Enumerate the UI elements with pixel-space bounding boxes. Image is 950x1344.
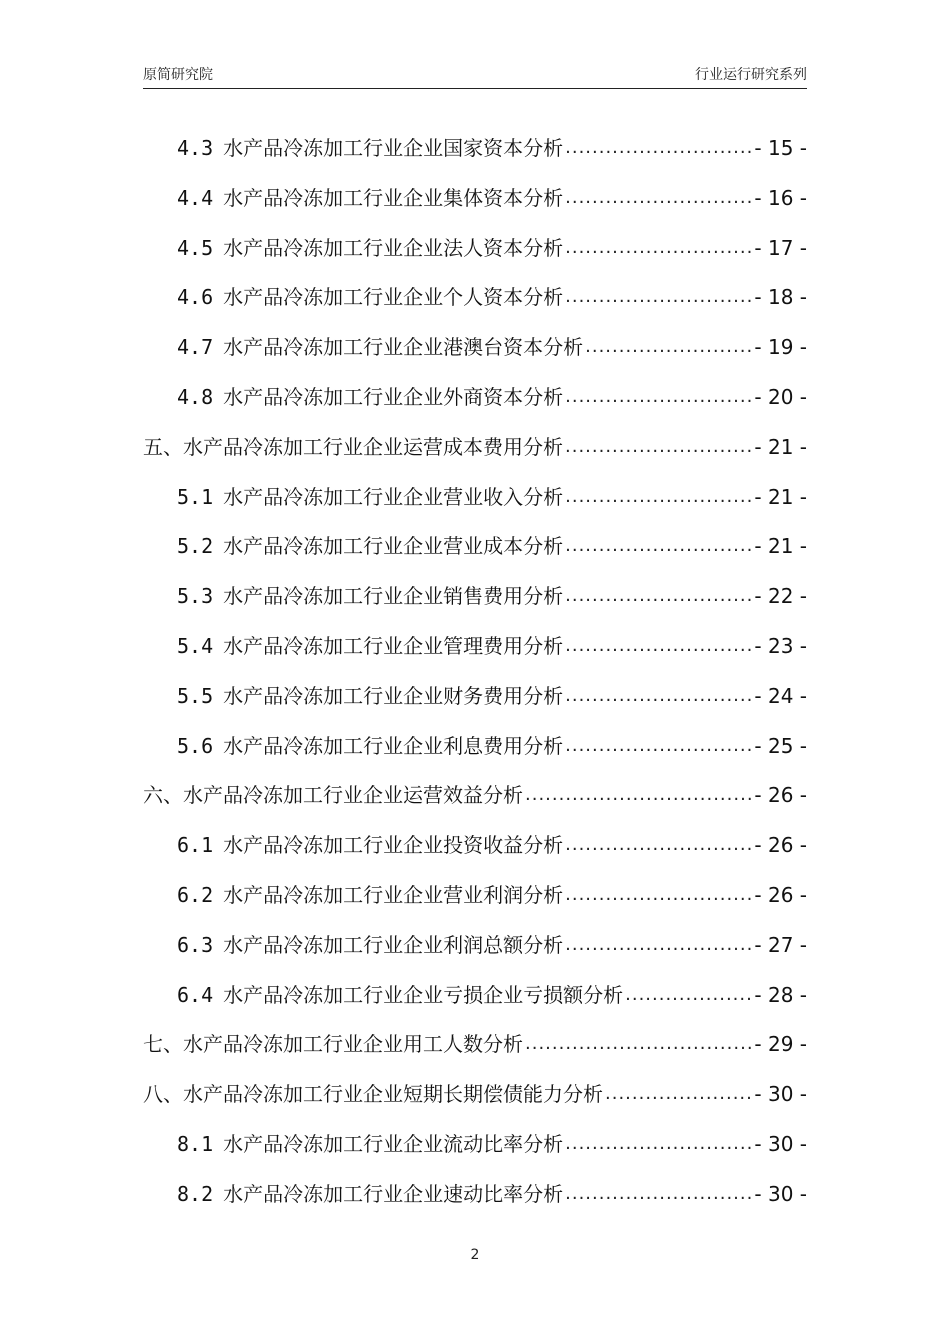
toc-entry-title: 水产品冷冻加工行业企业利润总额分析	[223, 932, 564, 957]
toc-dot-leader	[565, 682, 752, 710]
toc-entry-title: 水产品冷冻加工行业企业个人资本分析	[223, 285, 564, 310]
toc-entry-title: 八、水产品冷冻加工行业企业短期长期偿债能力分析	[143, 1082, 603, 1107]
toc-entry[interactable]	[177, 877, 807, 909]
toc-entry-page: - 30 -	[754, 1082, 807, 1107]
toc-dot-leader	[565, 184, 752, 212]
toc-dot-leader	[625, 981, 752, 1009]
toc-entry[interactable]	[177, 977, 807, 1009]
toc-entry[interactable]	[177, 180, 807, 212]
toc-entry[interactable]	[177, 1176, 807, 1208]
toc-entry-page: - 23 -	[754, 634, 807, 658]
toc-entry[interactable]	[177, 728, 807, 760]
toc-entry-number: 5.5	[177, 683, 214, 708]
toc-entry-number: 4.5	[177, 235, 214, 260]
toc-dot-leader	[565, 1180, 752, 1208]
toc-entry-title: 五、水产品冷冻加工行业企业运营成本费用分析	[143, 434, 563, 459]
toc-entry[interactable]	[177, 528, 807, 560]
toc-entry-title: 水产品冷冻加工行业企业营业收入分析	[223, 484, 564, 509]
toc-entry-number: 4.7	[177, 335, 214, 360]
toc-dot-leader	[565, 383, 752, 411]
toc-entry-title: 水产品冷冻加工行业企业国家资本分析	[223, 136, 564, 160]
toc-entry-number: 5.4	[177, 634, 214, 658]
toc-entry-title: 水产品冷冻加工行业企业营业成本分析	[223, 534, 564, 559]
toc-entry-title: 水产品冷冻加工行业企业法人资本分析	[223, 235, 564, 260]
toc-entry-title: 水产品冷冻加工行业企业管理费用分析	[223, 634, 564, 658]
header-series-name: 行业运行研究系列	[695, 67, 807, 83]
toc-dot-leader	[565, 881, 752, 909]
toc-entry[interactable]	[177, 678, 807, 710]
toc-entry-page: - 15 -	[754, 136, 807, 160]
toc-entry-page: - 30 -	[754, 1181, 807, 1206]
toc-entry-page: - 28 -	[754, 982, 807, 1007]
toc-dot-leader	[605, 1080, 752, 1108]
toc-entry-title: 水产品冷冻加工行业企业外商资本分析	[223, 385, 564, 409]
toc-dot-leader	[565, 483, 752, 511]
toc-entry[interactable]	[177, 578, 807, 610]
toc-entry[interactable]	[177, 329, 807, 361]
toc-dot-leader	[565, 831, 752, 859]
toc-entry-number: 6.4	[177, 982, 214, 1007]
toc-entry[interactable]	[177, 230, 807, 262]
page-number: 2	[470, 1247, 480, 1263]
toc-entry-title: 水产品冷冻加工行业企业财务费用分析	[223, 683, 564, 708]
toc-entry-title: 七、水产品冷冻加工行业企业用工人数分析	[143, 1032, 523, 1057]
toc-entry-page: - 17 -	[754, 235, 807, 260]
toc-dot-leader	[565, 632, 752, 660]
toc-entry-number: 5.6	[177, 733, 214, 758]
toc-dot-leader	[585, 333, 752, 361]
toc-entry-page: - 22 -	[754, 584, 807, 609]
toc-entry-page: - 20 -	[754, 385, 807, 409]
toc-dot-leader	[565, 433, 752, 461]
toc-entry-page: - 21 -	[754, 484, 807, 509]
toc-dot-leader	[565, 134, 752, 162]
toc-entry-number: 8.2	[177, 1181, 214, 1206]
toc-entry-page: - 26 -	[754, 833, 807, 858]
toc-dot-leader	[565, 582, 752, 610]
toc-entry[interactable]	[143, 1076, 807, 1108]
toc-entry-title: 水产品冷冻加工行业企业集体资本分析	[223, 185, 564, 210]
toc-entry[interactable]	[177, 379, 807, 411]
toc-entry-page: - 27 -	[754, 932, 807, 957]
toc-entry-number: 8.1	[177, 1132, 214, 1156]
toc-dot-leader	[565, 532, 752, 560]
toc-entry-page: - 21 -	[754, 434, 807, 459]
toc-entry[interactable]	[177, 130, 807, 162]
toc-entry-page: - 26 -	[754, 783, 807, 808]
toc-entry-page: - 29 -	[754, 1032, 807, 1057]
toc-entry-number: 4.3	[177, 136, 214, 160]
toc-entry-title: 水产品冷冻加工行业企业投资收益分析	[223, 833, 564, 858]
toc-entry-title: 水产品冷冻加工行业企业亏损企业亏损额分析	[223, 982, 624, 1007]
toc-entry-title: 水产品冷冻加工行业企业利息费用分析	[223, 733, 564, 758]
toc-entry-page: - 16 -	[754, 185, 807, 210]
toc-entry[interactable]	[143, 429, 807, 461]
toc-dot-leader	[565, 732, 752, 760]
toc-entry-number: 4.4	[177, 185, 214, 210]
toc-entry-title: 水产品冷冻加工行业企业销售费用分析	[223, 584, 564, 609]
toc-entry[interactable]	[177, 927, 807, 959]
toc-dot-leader	[565, 1130, 752, 1158]
toc-entry-page: - 18 -	[754, 285, 807, 310]
toc-entry[interactable]	[177, 827, 807, 859]
toc-entry-title: 水产品冷冻加工行业企业港澳台资本分析	[223, 335, 584, 360]
toc-entry[interactable]	[143, 777, 807, 809]
toc-dot-leader	[565, 931, 752, 959]
toc-dot-leader	[525, 1030, 752, 1058]
toc-dot-leader	[565, 234, 752, 262]
toc-dot-leader	[565, 283, 752, 311]
toc-entry-page: - 19 -	[754, 335, 807, 360]
toc-entry-page: - 24 -	[754, 683, 807, 708]
toc-entry-page: - 26 -	[754, 883, 807, 907]
toc-entry[interactable]	[177, 479, 807, 511]
toc-entry-page: - 25 -	[754, 733, 807, 758]
toc-entry-number: 6.2	[177, 883, 214, 907]
toc-entry-title: 水产品冷冻加工行业企业速动比率分析	[223, 1181, 564, 1206]
header-org-name: 原简研究院	[143, 67, 213, 83]
toc-entry-title: 水产品冷冻加工行业企业营业利润分析	[223, 883, 564, 907]
toc-entry[interactable]	[177, 279, 807, 311]
toc-entry-number: 5.2	[177, 534, 214, 559]
toc-entry-number: 6.3	[177, 932, 214, 957]
toc-entry-number: 6.1	[177, 833, 214, 858]
toc-entry-number: 5.3	[177, 584, 214, 609]
page-header	[143, 64, 807, 89]
toc-entry-number: 4.8	[177, 385, 214, 409]
toc-entry-number: 4.6	[177, 285, 214, 310]
toc-entry-title: 六、水产品冷冻加工行业企业运营效益分析	[143, 783, 523, 808]
toc-entry-page: - 30 -	[754, 1132, 807, 1156]
toc-entry-title: 水产品冷冻加工行业企业流动比率分析	[223, 1132, 564, 1156]
toc-dot-leader	[525, 781, 752, 809]
toc-entry[interactable]	[177, 628, 807, 660]
toc-entry[interactable]	[177, 1126, 807, 1158]
toc-entry[interactable]	[143, 1026, 807, 1058]
toc-entry-page: - 21 -	[754, 534, 807, 559]
toc-entry-number: 5.1	[177, 484, 214, 509]
